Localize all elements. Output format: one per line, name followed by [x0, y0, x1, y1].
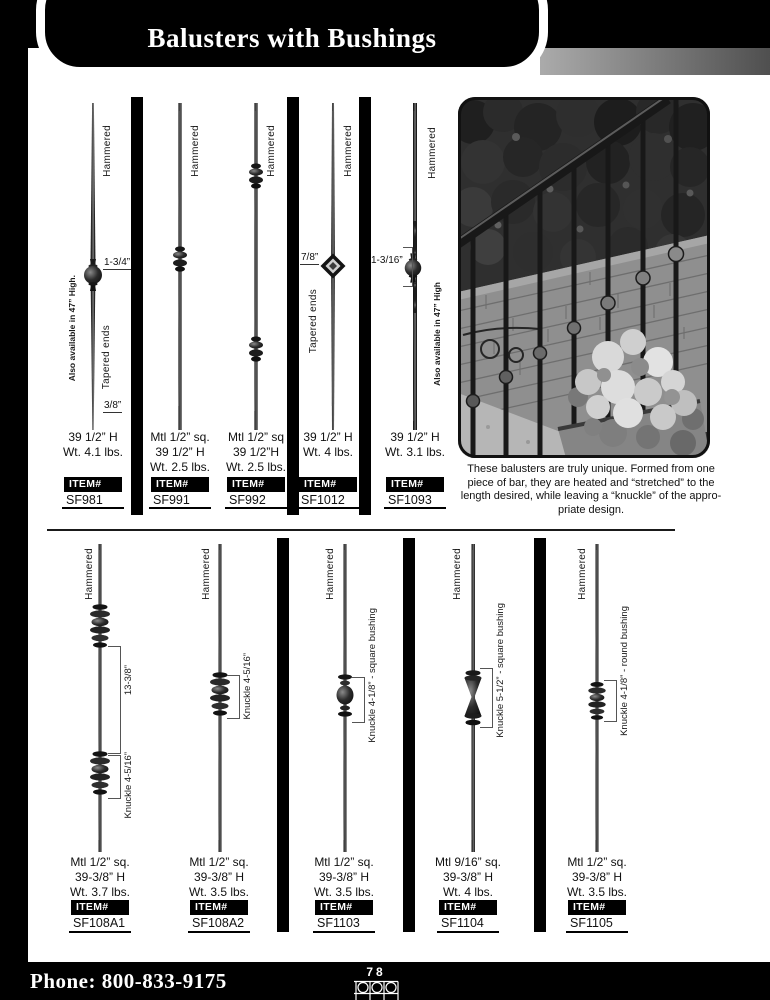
- phone-number: Phone: 800-833-9175: [30, 969, 227, 993]
- spec-line: Wt. 3.5 lbs.: [313, 885, 375, 899]
- spec-line: 39-3/8” H: [571, 870, 623, 884]
- product-card-sf981: [43, 97, 143, 512]
- spec-line: Mtl 1/2” sq.: [189, 855, 249, 869]
- page-number: 78: [366, 965, 386, 979]
- dimension-label: 3/8”: [104, 400, 122, 411]
- product-specs: [549, 855, 645, 900]
- sku: SF1093: [388, 493, 432, 507]
- spec-line: Wt. 3.5 lbs.: [566, 885, 628, 899]
- hammered-label: Hammered: [325, 548, 336, 600]
- column-divider: [277, 538, 289, 932]
- item-number-badge: ITEM#: [151, 477, 209, 492]
- spec-line: Mtl 1/2” sq.: [314, 855, 374, 869]
- footer-bar: [0, 962, 770, 1000]
- tapered-ends-label: Tapered ends: [101, 325, 112, 390]
- product-specs: [418, 855, 518, 900]
- product-specs: [365, 430, 465, 460]
- sku: SF992: [229, 493, 266, 507]
- spec-line: 39 1/2” H: [390, 430, 440, 444]
- photo-caption: [443, 463, 739, 517]
- spec-line: 39 1/2”H: [232, 445, 280, 459]
- product-specs: [278, 430, 378, 460]
- spec-line: 39-3/8” H: [74, 870, 126, 884]
- sku-underline: [437, 931, 499, 933]
- sku: SF1104: [441, 916, 484, 930]
- item-number-badge: ITEM#: [439, 900, 497, 915]
- hammered-label: Hammered: [452, 548, 463, 600]
- item-number-badge: ITEM#: [568, 900, 626, 915]
- item-number-badge: ITEM#: [386, 477, 444, 492]
- railing-icon: [353, 979, 399, 1000]
- caption-line: priate design.: [557, 503, 625, 516]
- spec-line: Mtl 1/2” sq.: [567, 855, 627, 869]
- dimension-label: 1-3/4”: [104, 257, 131, 268]
- sku: SF108A2: [192, 916, 245, 930]
- item-number-badge: ITEM#: [315, 900, 373, 915]
- availability-note: Also available in 47” High.: [67, 275, 77, 382]
- item-number-badge: ITEM#: [64, 477, 122, 492]
- sku-underline: [69, 931, 131, 933]
- sku: SF991: [153, 493, 190, 507]
- caption-line: piece of bar, they are heated and “stretched” to the: [467, 476, 715, 489]
- spec-line: 39 1/2” H: [155, 445, 205, 459]
- spec-line: 39 1/2” H: [68, 430, 118, 444]
- hammered-label: Hammered: [266, 125, 277, 177]
- caption-line: These balusters are truly unique. Formed from one: [467, 463, 715, 475]
- dimension-bracket: [108, 755, 121, 799]
- sku-underline: [149, 507, 211, 509]
- product-card-sf108a2: [169, 540, 269, 955]
- column-divider: [403, 538, 415, 932]
- sku-underline: [313, 931, 375, 933]
- dimension-bracket: [604, 680, 617, 722]
- item-number-badge: ITEM#: [71, 900, 129, 915]
- tapered-ends-label: Tapered ends: [308, 289, 319, 354]
- hammered-label: Hammered: [343, 125, 354, 177]
- sku-underline: [297, 507, 359, 509]
- knuckle-label: Knuckle 4-5/16”: [242, 653, 253, 720]
- spec-line: 39 1/2” H: [303, 430, 353, 444]
- product-card-sf1105: [549, 540, 649, 955]
- spec-line: Mtl 1/2” sq.: [150, 430, 210, 444]
- product-specs: [43, 430, 143, 460]
- knuckle-label: Knuckle 4-5/16”: [123, 752, 134, 819]
- hammered-label: Hammered: [102, 125, 113, 177]
- product-card-sf1103: [294, 540, 394, 955]
- page-title: Balusters with Bushings: [147, 23, 437, 53]
- product-specs: [50, 855, 150, 900]
- availability-note: Also available in 47” High: [432, 282, 442, 386]
- dimension-bracket: [403, 247, 413, 287]
- railing-photo: [458, 97, 710, 458]
- spec-line: Wt. 4 lbs.: [442, 885, 493, 899]
- hammered-label: Hammered: [190, 125, 201, 177]
- sku-underline: [384, 507, 446, 509]
- product-card-sf108a1: [50, 540, 150, 955]
- sku-underline: [62, 507, 124, 509]
- knuckle-label: Knuckle 4-1/8” - square bushing: [367, 608, 378, 743]
- dimension-bracket: [480, 668, 493, 728]
- spec-line: Mtl 1/2” sq: [227, 430, 284, 444]
- sku: SF1012: [301, 493, 345, 507]
- sku-underline: [188, 931, 250, 933]
- spec-line: Mtl 9/16” sq.: [434, 855, 502, 869]
- column-divider: [534, 538, 546, 932]
- sku: SF108A1: [73, 916, 126, 930]
- spec-line: 39-3/8” H: [193, 870, 245, 884]
- row-divider-line: [47, 529, 675, 531]
- product-specs: [169, 855, 269, 900]
- spec-line: Wt. 4 lbs.: [302, 445, 353, 459]
- item-number-badge: ITEM#: [299, 477, 357, 492]
- sku: SF1105: [570, 916, 613, 930]
- hammered-label: Hammered: [84, 548, 95, 600]
- header-banner: [36, 0, 548, 76]
- spec-line: Wt. 2.5 lbs.: [225, 460, 287, 474]
- spec-line: Wt. 4.1 lbs.: [62, 445, 124, 459]
- knuckle-label: Knuckle 5-1/2” - square bushing: [495, 603, 506, 738]
- knuckle-label: Knuckle 4-1/8” - round bushing: [619, 606, 630, 736]
- spec-line: Wt. 3.1 lbs.: [384, 445, 446, 459]
- hammered-label: Hammered: [201, 548, 212, 600]
- caption-line: length desired, while leaving a “knuckle” of the appro-: [460, 490, 722, 502]
- dimension-label: 7/8”: [301, 252, 319, 263]
- spec-line: Wt. 3.5 lbs.: [188, 885, 250, 899]
- span-dimension-label: 13-3/8”: [123, 665, 134, 696]
- dimension-label: 1-3/16”: [371, 255, 403, 266]
- header-gradient-bar: [540, 48, 770, 75]
- hammered-label: Hammered: [577, 548, 588, 600]
- product-card-sf1093: [365, 97, 465, 512]
- spec-line: Wt. 2.5 lbs.: [149, 460, 211, 474]
- spec-line: 39-3/8” H: [318, 870, 370, 884]
- product-specs: [294, 855, 394, 900]
- product-card-sf1104: [418, 540, 518, 955]
- spec-line: Mtl 1/2” sq.: [70, 855, 130, 869]
- sku: SF1103: [317, 916, 360, 930]
- sku: SF981: [66, 493, 103, 507]
- product-card-sf1012: [278, 97, 378, 512]
- item-number-badge: ITEM#: [227, 477, 285, 492]
- dimension-bracket: [108, 646, 121, 754]
- dimension-bracket: [227, 675, 240, 719]
- left-edge-strip: [0, 0, 28, 1000]
- spec-line: 39-3/8” H: [442, 870, 494, 884]
- sku-underline: [566, 931, 628, 933]
- dimension-bracket: [352, 677, 365, 723]
- item-number-badge: ITEM#: [190, 900, 248, 915]
- spec-line: Wt. 3.7 lbs.: [69, 885, 131, 899]
- hammered-label: Hammered: [427, 127, 438, 179]
